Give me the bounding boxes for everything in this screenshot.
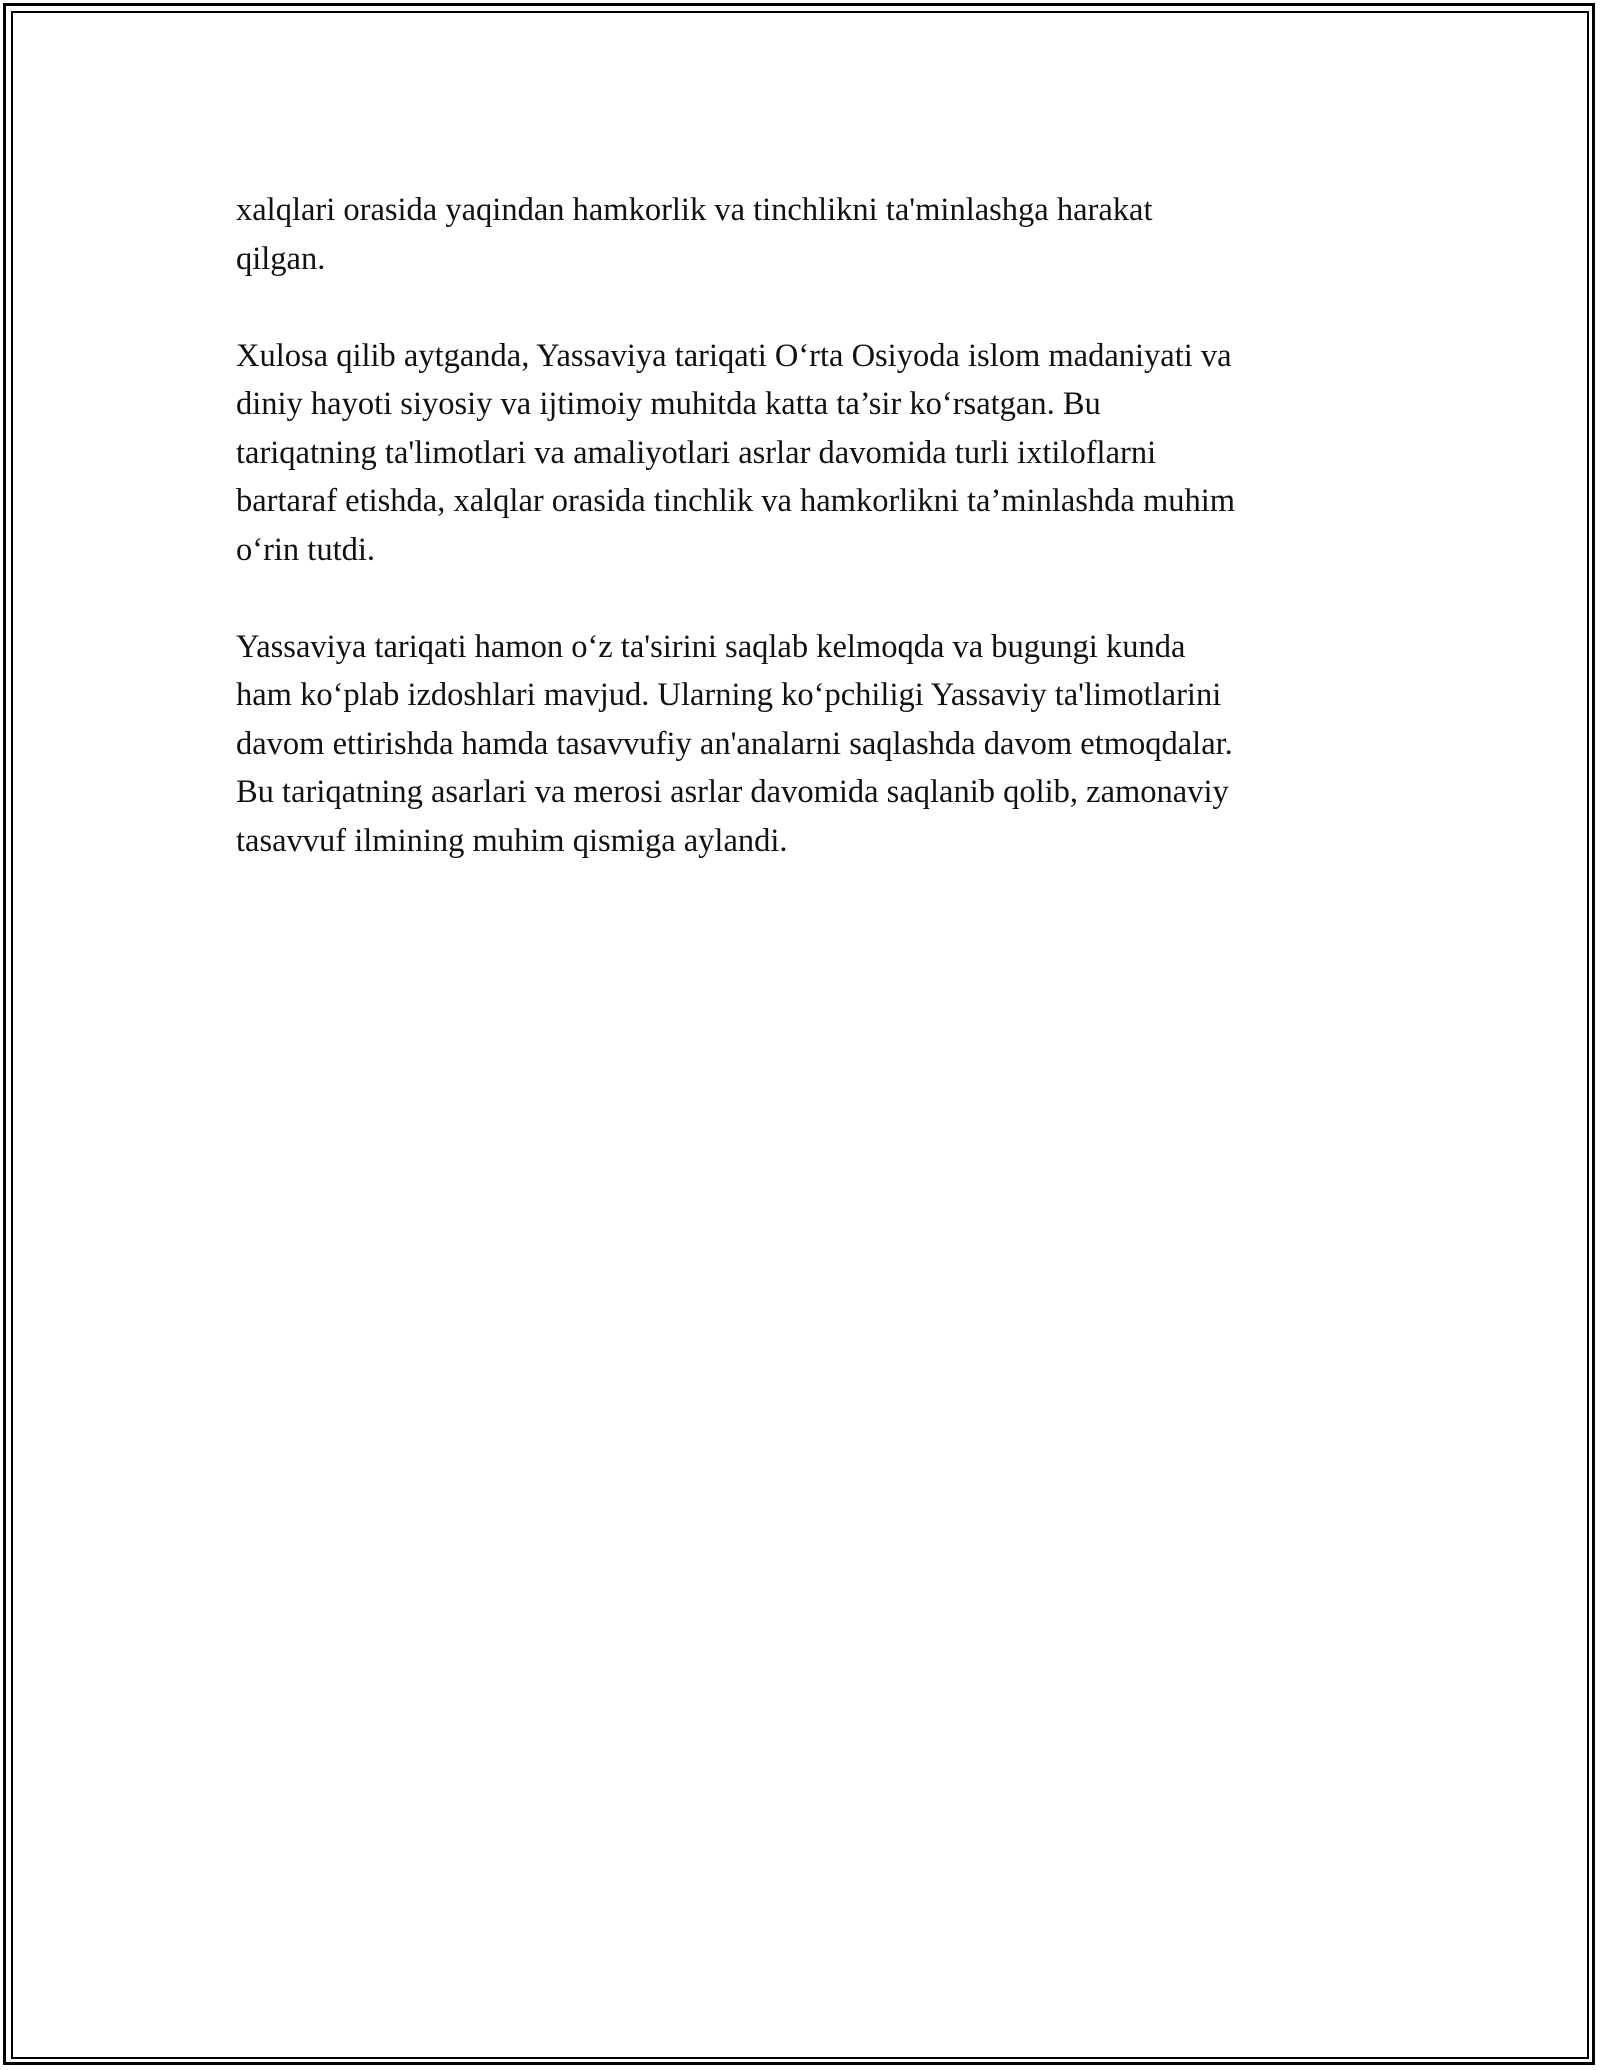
paragraph-2: Xulosa qilib aytganda, Yassaviya tariqati O‘rta Osiyoda islom madaniyati va diniy hayoti siyosiy va ijtimoiy muhitda katta ta’sir ko‘rsatgan. Bu tariqatning ta'limotlari va amaliyotlari asrlar davomida turli ixtiloflarni bartaraf etishda, xalqlar orasida tinchlik va hamkorlikni ta’minlashda muhim o‘rin tutdi.	[236, 337, 1236, 568]
paragraph-3: Yassaviya tariqati hamon o‘z ta'sirini saqlab kelmoqda va bugungi kunda ham ko‘plab izdoshlari mavjud. Ularning ko‘pchiligi Yassaviy ta'limotlarini davom ettirishda hamda tasavvufiy an'analarni saqlashda davom etmoqdalar. Bu tariqatning asarlari va merosi asrlar davomida saqlanib qolib, zamonaviy tasavvuf ilmining muhim qismiga aylandi.	[236, 628, 1233, 859]
page-content	[236, 186, 1376, 914]
paragraph-1: xalqlari orasida yaqindan hamkorlik va tinchlikni ta'minlashga harakat qilgan.	[236, 192, 1153, 277]
